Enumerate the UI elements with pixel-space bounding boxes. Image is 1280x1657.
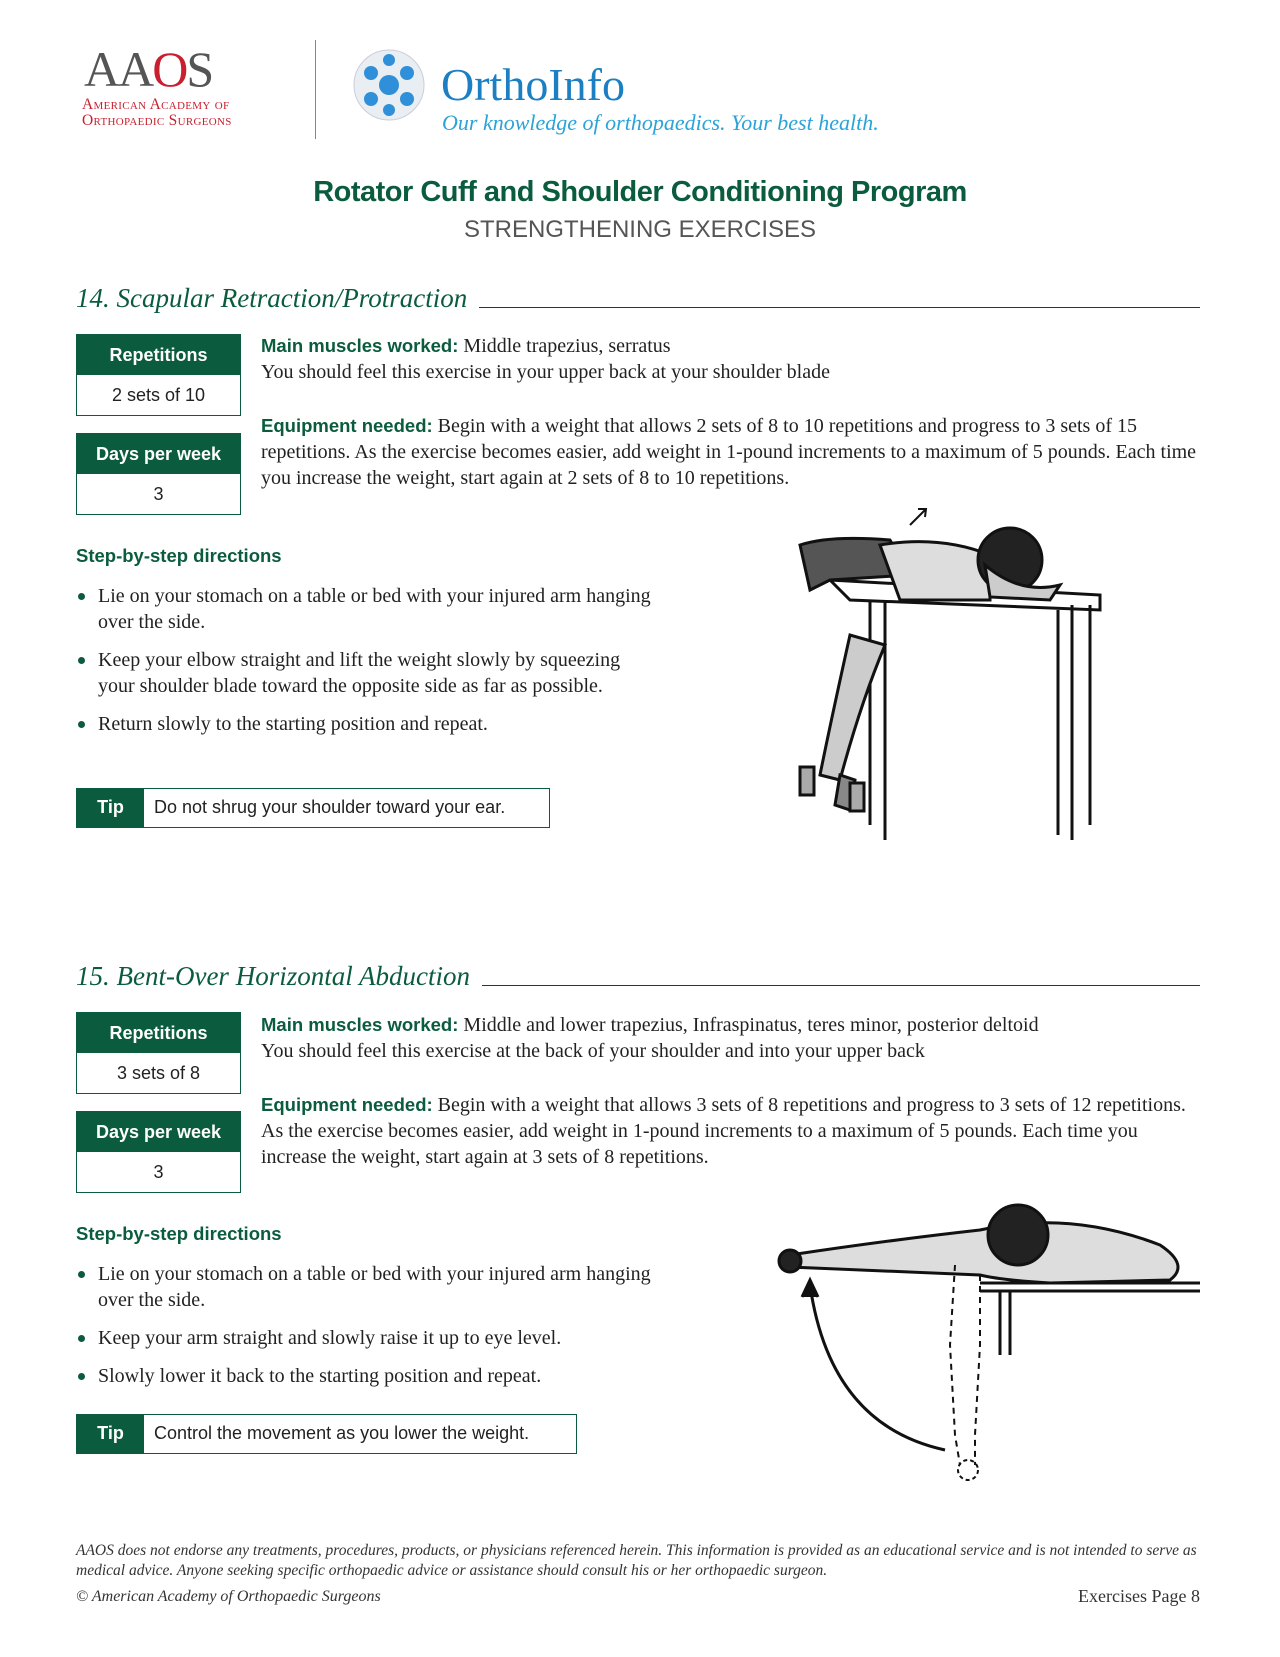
repetitions-value: 2 sets of 10 [111,385,206,405]
page-number [1078,1586,1200,1607]
days-box [76,1111,241,1193]
step-item: Slowly lower it back to the starting position and repeat. [76,1363,696,1389]
page-title: Rotator Cuff and Shoulder Conditioning Program [313,176,967,208]
steps-list [76,1261,696,1401]
copyright: © American Academy of Orthopaedic Surgeons [76,1588,381,1605]
tip-label: Tip [77,1415,144,1453]
steps-list [76,583,686,749]
muscles-label: Main muscles worked: [261,1014,459,1035]
orthoinfo-ball-icon [351,47,427,123]
days-label: Days per week [77,1112,240,1152]
page-label: Exercises [1078,1586,1147,1606]
muscles-text [261,1012,1201,1064]
feel-text: You should feel this exercise at the back of your shoulder and into your upper back [261,1040,925,1062]
disclaimer: AAOS does not endorse any treatments, procedures, products, or physicians referenced herein. This information is provided as an educational service and is not intended to serve as medical advice. Anyone seeking specific orthopaedic advice or assistance should consult his or her orthopaedic surgeon. [76,1542,1197,1579]
equipment-label: Equipment needed: [261,1094,433,1115]
muscles-value: Middle trapezius, serratus [458,335,671,357]
repetitions-label: Repetitions [77,1013,240,1053]
feel-text: You should feel this exercise in your upper back at your shoulder blade [261,361,830,383]
aaos-name-line1: American Academy of [82,96,230,113]
days-value: 3 [153,484,164,504]
days-value: 3 [153,1162,164,1182]
aaos-name-line2: Orthopaedic Surgeons [82,112,232,129]
scapular-retraction-illustration [790,505,1120,845]
heading-rule [482,985,1200,986]
equipment-text [261,1092,1201,1170]
logo-divider [315,40,316,139]
tip-box [76,788,550,828]
horizontal-abduction-illustration [770,1195,1210,1485]
muscles-value: Middle and lower trapezius, Infraspinatus, teres minor, posterior deltoid [458,1014,1039,1036]
repetitions-box [76,1012,241,1094]
equipment-label: Equipment needed: [261,415,433,436]
aaos-logo: AAOS [84,41,213,97]
tagline: Our knowledge of orthopaedics. Your best health. [442,110,879,135]
repetitions-label: Repetitions [77,335,240,375]
equipment-text [261,413,1201,491]
days-label: Days per week [77,434,240,474]
page-subtitle: STRENGTHENING EXERCISES [463,216,817,243]
step-item: Lie on your stomach on a table or bed with your injured arm hanging over the side. [76,583,676,635]
step-item: Keep your elbow straight and lift the weight slowly by squeezing your shoulder blade toward the opposite side as far as possible. [76,647,636,699]
tip-label: Tip [77,789,144,827]
exercise-14-heading [76,283,1200,314]
step-item: Keep your arm straight and slowly raise it up to eye level. [76,1325,696,1351]
tip-text: Control the movement as you lower the weight. [154,1423,530,1443]
equipment-value: Begin with a weight that allows 3 sets of 8 repetitions and progress to 3 sets of 12 repetitions. As the exercise becomes easier, add weight in 1-pound increments to a maximum of 5 pounds. Each time you increase the weight, start again at 3 sets of 8 repetitions. [261,1094,1186,1168]
equipment-value: Begin with a weight that allows 2 sets of 8 to 10 repetitions and progress to 3 sets of 15 repetitions. As the exercise becomes easier, add weight in 1-pound increments to a maximum of 5 pounds. Each time you increase the weight, start again at 2 sets of 8 to 10 repetitions. [261,415,1197,489]
tip-box [76,1414,577,1454]
repetitions-box [76,334,241,416]
steps-heading: Step-by-step directions [76,545,282,566]
muscles-label: Main muscles worked: [261,335,459,356]
steps-heading: Step-by-step directions [76,1223,282,1244]
step-item: Lie on your stomach on a table or bed with your injured arm hanging over the side. [76,1261,676,1313]
step-item: Return slowly to the starting position and repeat. [76,711,686,737]
orthoinfo-logo-text: OrthoInfo [441,59,625,110]
exercise-15-heading [76,961,1200,992]
page-number-value: Page 8 [1151,1586,1200,1606]
days-box [76,433,241,515]
exercise-heading-text: 14. Scapular Retraction/Protraction [76,283,468,313]
tip-text: Do not shrug your shoulder toward your ear. [154,797,506,817]
repetitions-value: 3 sets of 8 [116,1063,201,1083]
heading-rule [479,307,1200,308]
aaos-name [82,97,232,129]
muscles-text [261,333,1201,385]
exercise-heading-text: 15. Bent-Over Horizontal Abduction [76,961,470,991]
